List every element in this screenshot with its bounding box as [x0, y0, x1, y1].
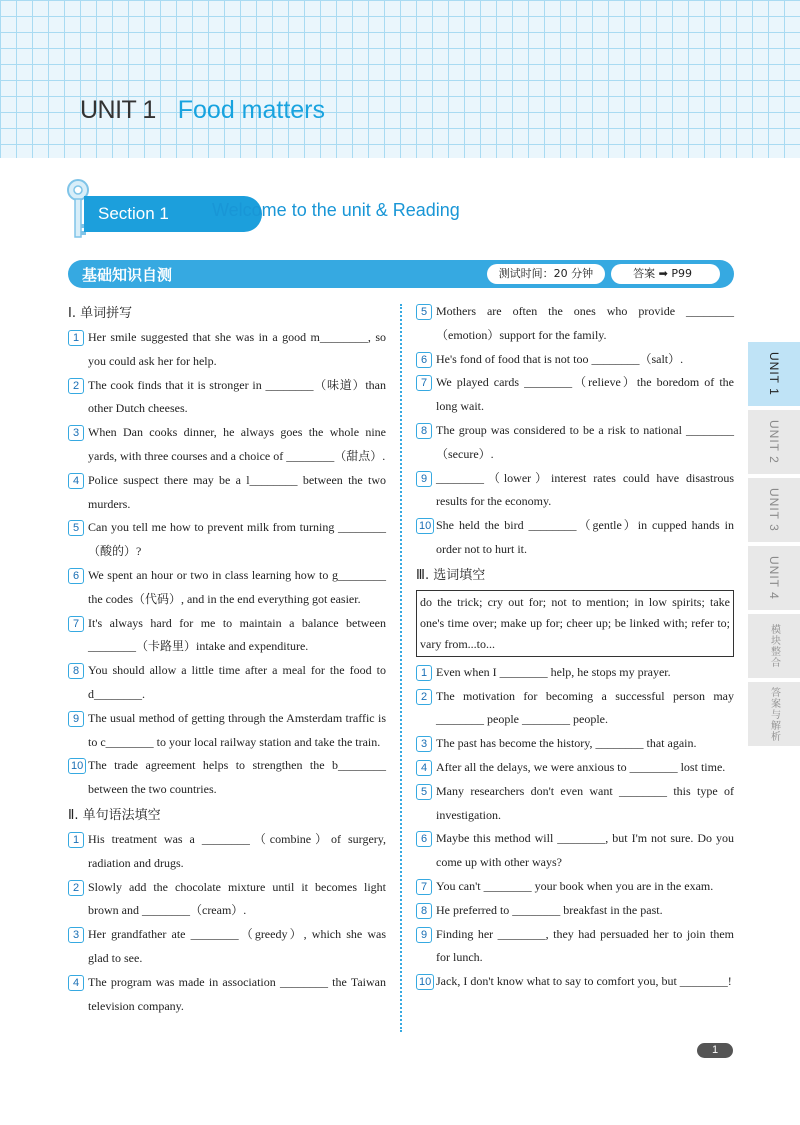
- side-tab-label: 答案与解析: [768, 686, 780, 742]
- question-number: 8: [416, 903, 432, 919]
- side-tab-6[interactable]: [748, 682, 800, 746]
- question-item: [416, 300, 734, 348]
- question-number: 10: [68, 758, 86, 774]
- question-text: We spent an hour or two in class learning how to g________ the codes（代码）, and in the end everything got easier.: [88, 567, 386, 606]
- question-item: [416, 899, 734, 923]
- question-number: 8: [416, 423, 432, 439]
- side-tab-2[interactable]: [748, 410, 800, 474]
- question-number: 2: [416, 689, 432, 705]
- question-text: You can't ________ your book when you are in the exam.: [436, 878, 714, 893]
- section-label: Section 1: [84, 196, 262, 232]
- question-text: The trade agreement helps to strengthen the b________ between the two countries.: [88, 758, 386, 797]
- question-text: The past has become the history, ________ that again.: [436, 736, 697, 751]
- question-text: Many researchers don't even want ________ this type of investigation.: [436, 783, 734, 822]
- right-column: [416, 300, 734, 994]
- question-number: 4: [68, 473, 84, 489]
- side-tab-label: UNIT 3: [767, 488, 781, 532]
- question-item: [416, 514, 734, 562]
- question-number: 6: [68, 568, 84, 584]
- question-number: 9: [416, 471, 432, 487]
- question-text: The motivation for becoming a successful person may ________ people ________ people.: [436, 688, 734, 727]
- side-tab-3[interactable]: [748, 478, 800, 542]
- question-text: We played cards ________（relieve）the boredom of the long wait.: [436, 375, 734, 414]
- question-text: Mothers are often the ones who provide ________（emotion）support for the family.: [436, 304, 734, 342]
- question-item: [416, 827, 734, 875]
- question-item: [68, 828, 386, 876]
- question-text: The group was considered to be a risk to national ________（secure）.: [436, 422, 734, 461]
- question-text: His treatment was a ________（combine）of surgery, radiation and drugs.: [88, 831, 386, 870]
- question-text: Jack, I don't know what to say to comfort you, but ________!: [436, 974, 732, 989]
- question-number: 9: [416, 927, 432, 943]
- question-text: Her grandfather ate ________（greedy）, which she was glad to see.: [88, 927, 386, 965]
- question-item: [68, 923, 386, 971]
- question-text: The program was made in association ________ the Taiwan television company.: [88, 974, 386, 1013]
- question-number: 1: [68, 832, 84, 848]
- question-number: 9: [68, 711, 84, 727]
- question-item: [68, 421, 386, 469]
- answer-page-link[interactable]: 答案 ➡ P99: [611, 264, 720, 284]
- question-item: [68, 564, 386, 612]
- question-item: [68, 516, 386, 564]
- question-text: Police suspect there may be a l________ between the two murders.: [88, 472, 386, 511]
- question-text: Her smile suggested that she was in a good m________, so you could ask her for help.: [88, 330, 386, 368]
- question-number: 2: [68, 880, 84, 896]
- question-item: [416, 661, 734, 685]
- page-number: 1: [697, 1043, 733, 1058]
- question-item: [416, 732, 734, 756]
- question-item: [68, 971, 386, 1019]
- question-text: The usual method of getting through the Amsterdam traffic is to c________ to your local railway station and take the train.: [88, 710, 386, 749]
- question-number: 3: [68, 927, 84, 943]
- question-item: [68, 754, 386, 802]
- question-text: Can you tell me how to prevent milk from turning ________（酸的）?: [88, 520, 386, 559]
- unit-side-tabs: [748, 342, 800, 750]
- question-item: [68, 659, 386, 707]
- question-number: 7: [416, 375, 432, 391]
- question-number: 6: [416, 831, 432, 847]
- side-tab-1[interactable]: [748, 342, 800, 406]
- unit-label: UNIT 1: [80, 96, 156, 124]
- question-number: 4: [416, 760, 432, 776]
- question-item: [416, 348, 734, 372]
- quiz-bar-title: 基础知识自测: [82, 265, 173, 284]
- question-number: 7: [68, 616, 84, 632]
- question-item: [68, 374, 386, 422]
- question-number: 4: [68, 975, 84, 991]
- question-item: [416, 780, 734, 828]
- question-item: [68, 876, 386, 924]
- question-number: 6: [416, 352, 432, 368]
- question-text: He's fond of food that is not too ________（salt）.: [436, 351, 684, 366]
- side-tab-4[interactable]: [748, 546, 800, 610]
- side-tab-label: UNIT 4: [767, 556, 781, 600]
- quiz-bar: [68, 260, 734, 288]
- question-number: 5: [416, 304, 432, 320]
- question-number: 1: [416, 665, 432, 681]
- question-number: 10: [416, 974, 434, 990]
- section-header: [62, 178, 562, 240]
- question-number: 10: [416, 518, 434, 534]
- side-tab-label: 模块整合: [768, 624, 780, 668]
- question-number: 2: [68, 378, 84, 394]
- question-text: ________（lower）interest rates could have disastrous results for the economy.: [436, 470, 734, 509]
- question-text: Even when I ________ help, he stops my prayer.: [436, 664, 671, 679]
- question-number: 3: [416, 736, 432, 752]
- question-text: Slowly add the chocolate mixture until it becomes light brown and ________（cream）.: [88, 879, 386, 918]
- question-text: After all the delays, we were anxious to ________ lost time.: [436, 759, 726, 774]
- part3-heading: Ⅲ. 选词填空: [416, 567, 486, 583]
- question-item: [416, 371, 734, 419]
- header-grid-background: [0, 0, 800, 158]
- side-tab-label: UNIT 2: [767, 420, 781, 464]
- question-item: [416, 923, 734, 971]
- question-number: 5: [416, 784, 432, 800]
- left-column: [68, 300, 386, 1018]
- question-item: [68, 326, 386, 374]
- word-bank-box: do the trick; cry out for; not to mention; in low spirits; take one's time over; make up for; cheer up; be linked with; refer to; vary from...to...: [416, 590, 734, 657]
- question-text: Finding her ________, they had persuaded her to join them for lunch.: [436, 926, 734, 965]
- unit-title: [80, 96, 325, 125]
- question-item: [68, 612, 386, 660]
- question-number: 7: [416, 879, 432, 895]
- question-item: [416, 756, 734, 780]
- question-item: [416, 419, 734, 467]
- question-text: You should allow a little time after a meal for the food to d________.: [88, 663, 386, 701]
- question-item: [416, 970, 734, 994]
- question-text: It's always hard for me to maintain a balance between ________（卡路里）intake and expenditure.: [88, 615, 386, 654]
- question-text: He preferred to ________ breakfast in the past.: [436, 902, 663, 917]
- question-text: Maybe this method will ________, but I'm not sure. Do you come up with other ways?: [436, 831, 734, 870]
- side-tab-label: UNIT 1: [767, 352, 781, 396]
- question-item: [416, 467, 734, 515]
- question-number: 5: [68, 520, 84, 536]
- question-item: [416, 685, 734, 733]
- question-item: [68, 707, 386, 755]
- part1-heading: Ⅰ. 单词拼写: [68, 306, 133, 321]
- unit-name: Food matters: [177, 96, 326, 124]
- section-title: Welcome to the unit & Reading: [212, 200, 460, 220]
- question-text: When Dan cooks dinner, he always goes the whole nine yards, with three courses and a choice of ________（甜点）.: [88, 425, 386, 463]
- question-item: [416, 875, 734, 899]
- question-number: 8: [68, 663, 84, 679]
- question-text: She held the bird ________（gentle）in cupped hands in order not to hurt it.: [436, 518, 734, 556]
- part2-heading: Ⅱ. 单句语法填空: [68, 807, 161, 823]
- question-number: 1: [68, 330, 84, 346]
- question-text: The cook finds that it is stronger in ________（味道）than other Dutch cheeses.: [88, 377, 386, 416]
- side-tab-5[interactable]: [748, 614, 800, 678]
- question-item: [68, 469, 386, 517]
- question-number: 3: [68, 425, 84, 441]
- column-divider: [400, 304, 402, 1032]
- test-time-badge: 测试时间：20 分钟: [487, 264, 606, 284]
